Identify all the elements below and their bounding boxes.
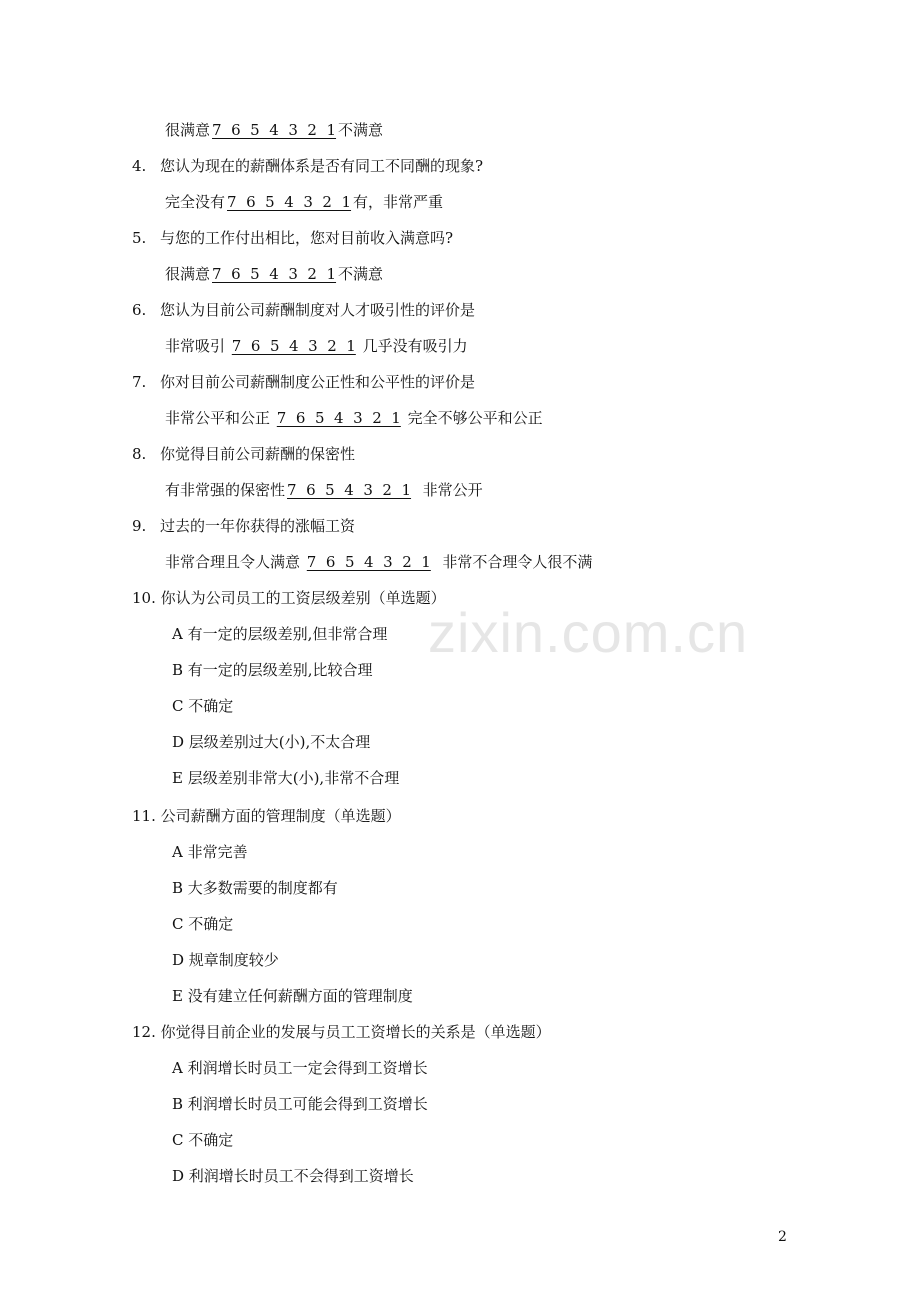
scale-left-label: 很满意 — [165, 265, 211, 283]
question-4 — [132, 156, 483, 176]
scale-right-label: 非常公开 — [422, 481, 483, 499]
question-text: 您认为目前公司薪酬制度对人才吸引性的评价是 — [160, 301, 476, 319]
option-item: B 大多数需要的制度都有 — [172, 879, 338, 897]
option-item: E 没有建立任何薪酬方面的管理制度 — [172, 987, 413, 1005]
question-text: 公司薪酬方面的管理制度（单选题） — [160, 807, 401, 825]
question-11 — [132, 806, 401, 826]
question-text: 你觉得目前公司薪酬的保密性 — [160, 445, 356, 463]
scale-left-label: 非常吸引 — [165, 337, 226, 355]
q7-scale-row — [165, 408, 543, 428]
option-item: D 规章制度较少 — [172, 951, 279, 969]
question-6 — [132, 300, 475, 320]
page-number: 2 — [778, 1229, 787, 1245]
question-text: 你认为公司员工的工资层级差别（单选题） — [160, 589, 446, 607]
scale-right-label: 不满意 — [338, 265, 384, 283]
option-item: B 利润增长时员工可能会得到工资增长 — [172, 1095, 428, 1113]
option-item: C 不确定 — [172, 915, 234, 933]
rating-scale: 7 6 5 4 3 2 1 — [227, 193, 352, 211]
question-7 — [132, 372, 475, 392]
question-text: 你对目前公司薪酬制度公正性和公平性的评价是 — [160, 373, 476, 391]
question-text: 你觉得目前企业的发展与员工工资增长的关系是（单选题） — [160, 1023, 551, 1041]
question-text: 与您的工作付出相比，您对目前收入满意吗? — [160, 229, 454, 247]
question-8 — [132, 444, 355, 464]
question-number: 9. — [132, 517, 147, 535]
question-9 — [132, 516, 355, 536]
scale-left-label: 非常合理且令人满意 — [165, 553, 301, 571]
question-text: 过去的一年你获得的涨幅工资 — [160, 517, 356, 535]
question-12 — [132, 1022, 551, 1042]
q4-scale-row — [165, 192, 443, 212]
question-number: 5. — [132, 229, 147, 247]
q3-scale-row — [165, 120, 383, 140]
rating-scale: 7 6 5 4 3 2 1 — [231, 337, 356, 355]
scale-left-label: 非常公平和公正 — [165, 409, 271, 427]
scale-right-label: 有，非常严重 — [353, 193, 444, 211]
rating-scale: 7 6 5 4 3 2 1 — [287, 481, 412, 499]
q8-scale-row — [165, 480, 483, 500]
option-item: A 利润增长时员工一定会得到工资增长 — [172, 1059, 428, 1077]
scale-left-label: 很满意 — [165, 121, 211, 139]
question-number: 7. — [132, 373, 147, 391]
scale-left-label: 有非常强的保密性 — [165, 481, 286, 499]
question-number: 10. — [132, 589, 156, 607]
question-number: 12. — [132, 1023, 156, 1041]
question-5 — [132, 228, 453, 248]
option-item: B 有一定的层级差别,比较合理 — [172, 661, 373, 679]
rating-scale: 7 6 5 4 3 2 1 — [306, 553, 431, 571]
question-10 — [132, 588, 446, 608]
option-item: D 利润增长时员工不会得到工资增长 — [172, 1167, 414, 1185]
rating-scale: 7 6 5 4 3 2 1 — [212, 265, 337, 283]
rating-scale: 7 6 5 4 3 2 1 — [276, 409, 401, 427]
q5-scale-row — [165, 264, 383, 284]
option-item: C 不确定 — [172, 1131, 234, 1149]
question-number: 8. — [132, 445, 147, 463]
option-item: C 不确定 — [172, 697, 234, 715]
watermark-text: zixin.com.cn — [428, 601, 749, 664]
question-number: 6. — [132, 301, 147, 319]
option-item: D 层级差别过大(小),不太合理 — [172, 733, 371, 751]
scale-right-label: 非常不合理令人很不满 — [442, 553, 593, 571]
scale-left-label: 完全没有 — [165, 193, 226, 211]
option-item: E 层级差别非常大(小),非常不合理 — [172, 769, 400, 787]
question-number: 4. — [132, 157, 147, 175]
scale-right-label: 几乎没有吸引力 — [362, 337, 468, 355]
option-item: A 非常完善 — [172, 843, 248, 861]
question-text: 您认为现在的薪酬体系是否有同工不同酬的现象? — [160, 157, 484, 175]
rating-scale: 7 6 5 4 3 2 1 — [212, 121, 337, 139]
scale-right-label: 不满意 — [338, 121, 384, 139]
option-item: A 有一定的层级差别,但非常合理 — [172, 625, 388, 643]
scale-right-label: 完全不够公平和公正 — [407, 409, 543, 427]
question-number: 11. — [132, 807, 156, 825]
q6-scale-row — [165, 336, 468, 356]
q9-scale-row — [165, 552, 592, 572]
